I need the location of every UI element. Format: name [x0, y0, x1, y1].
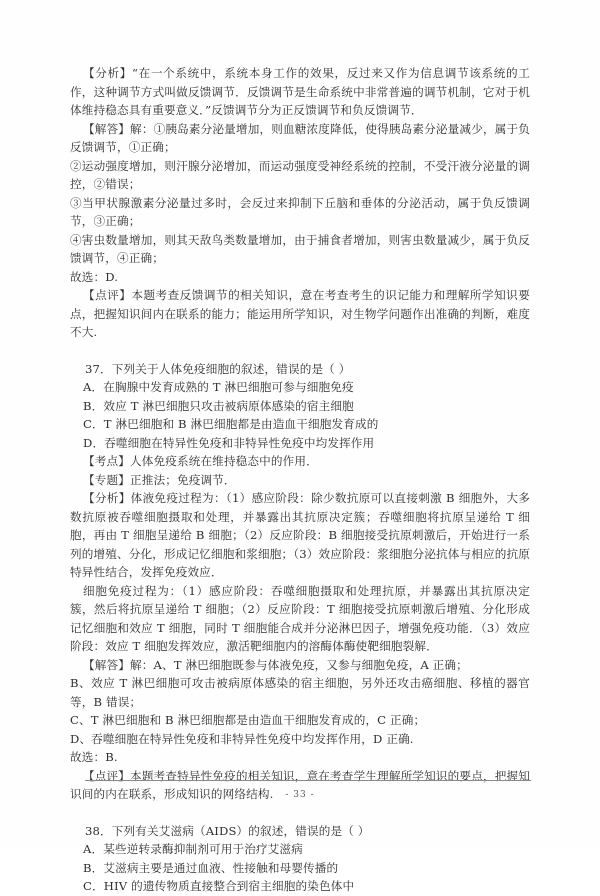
q36-answer-line-2: ②运动强度增加，则汗腺分泌增加，而运动强度受神经系统的控制，不受汗液分泌量的调控，②错误；	[70, 158, 530, 191]
q36-answer-line-4: ④害虫数量增加，则其天敌鸟类数量增加，由于捕食者增加，则害虫数量减少，属于负反馈调节，④正确；	[70, 232, 530, 265]
q37-option-b[interactable]: B．效应 T 淋巴细胞只攻击被病原体感染的宿主细胞	[83, 398, 354, 413]
q37-option-a[interactable]: A．在胸腺中发育成熟的 T 淋巴细胞可参与细胞免疫	[83, 380, 354, 394]
q36-comment: 【点评】本题考查反馈调节的相关知识，意在考查考生的识记能力和理解所学知识要点，把握知识间内在联系的能力；能运用所学知识，对生物学问题作出准确的判断，难度不大.	[70, 288, 530, 339]
q36-answer-line-3: ③当甲状腺激素分泌量过多时，会反过来抑制下丘脑和垂体的分泌活动，属于负反馈调节，③正确；	[70, 195, 530, 228]
q38-option-b[interactable]: B．艾滋病主要是通过血液、性接触和母婴传播的	[83, 860, 339, 875]
spacer-before-q38	[70, 804, 530, 822]
q37-option-c[interactable]: C．T 淋巴细胞和 B 淋巴细胞都是由造血干细胞发育成的	[83, 417, 379, 431]
q36-choice-line: 故选：D.	[70, 269, 119, 284]
question-37-block	[70, 360, 530, 804]
q37-kaodian: 【考点】人体免疫系统在维持稳态中的作用．	[83, 454, 318, 468]
q37-answer-b: B、效应 T 淋巴细胞可攻击被病原体感染的宿主细胞，另外还攻击癌细胞、移植的器官等，B 错误；	[70, 676, 530, 709]
q37-answer-c: C、T 淋巴细胞和 B 淋巴细胞都是由造血干细胞发育成的，C 正确；	[70, 713, 426, 727]
q38-stem: 38．下列有关艾滋病（AIDS）的叙述，错误的是（ ）	[85, 823, 370, 838]
q37-analysis-humoral: 【分析】体液免疫过程为：（1）感应阶段：除少数抗原可以直接刺激 B 细胞外，大多数抗原被吞噬细胞摄取和处理，并暴露出其抗原决定簇；吞噬细胞将抗原呈递给 T 细胞，再由 T 细胞呈递给 B 细胞；（2）反应阶段：B 细胞接受抗原刺激后，开始进行一系列的增殖、分化，形成记忆细胞和浆细胞；（3）效应阶段：浆细胞分泌抗体与相应的抗原特异性结合，发挥免疫效应．	[70, 491, 530, 579]
q37-stem: 37．下列关于人体免疫细胞的叙述，错误的是（ ）	[85, 361, 351, 376]
q37-answer-d: D、吞噬细胞在特异性免疫和非特异性免疫中均发挥作用，D 正确.	[70, 731, 414, 746]
q36-answer-line-1: 【解答】解：①胰岛素分泌量增加，则血糖浓度降低，使得胰岛素分泌量减少，属于负反馈调节，①正确；	[70, 121, 530, 154]
page-number: - 33 -	[285, 790, 315, 800]
question-38-block	[70, 822, 530, 896]
q37-choice-line: 故选：B.	[70, 750, 118, 764]
q37-comment: 【点评】本题考查特异性免疫的相关知识，意在考查学生理解所学知识的要点，把握知识间的内在联系，形成知识的网络结构.	[70, 768, 530, 801]
q36-solution-block	[70, 64, 530, 342]
q38-option-a[interactable]: A．某些逆转录酶抑制剂可用于治疗艾滋病	[83, 842, 303, 856]
page-content	[70, 64, 530, 896]
q37-analysis-cellular: 细胞免疫过程为：（1）感应阶段：吞噬细胞摄取和处理抗原，并暴露出其抗原决定簇，然后将抗原呈递给 T 细胞；（2）反应阶段：T 细胞接受抗原刺激后增殖、分化形成记忆细胞和效应 T 细胞，同时 T 细胞能合成并分泌淋巴因子，增强免疫功能．（3）效应阶段：效应 T 细胞发挥效应，激活靶细胞内的溶酶体酶使靶细胞裂解．	[70, 583, 530, 653]
q37-answer-a: 【解答】解：A、T 淋巴细胞既参与体液免疫，又参与细胞免疫，A 正确；	[83, 657, 468, 672]
q37-zhuanti: 【专题】正推法；免疫调节．	[83, 472, 236, 487]
q37-option-d[interactable]: D．吞噬细胞在特异性免疫和非特异性免疫中均发挥作用	[83, 435, 375, 450]
footer-divider	[85, 780, 531, 781]
q38-option-c[interactable]: C．HIV 的遗传物质直接整合到宿主细胞的染色体中	[83, 879, 355, 893]
q36-analysis: 【分析】“在一个系统中，系统本身工作的效果，反过来又作为信息调节该系统的工作，这种调节方式叫做反馈调节．反馈调节是生命系统中非常普遍的调节机制，它对于机体维持稳态具有重要意义．”反馈调节分为正反馈调节和负反馈调节．	[70, 66, 530, 117]
spacer-before-q37	[70, 342, 530, 360]
